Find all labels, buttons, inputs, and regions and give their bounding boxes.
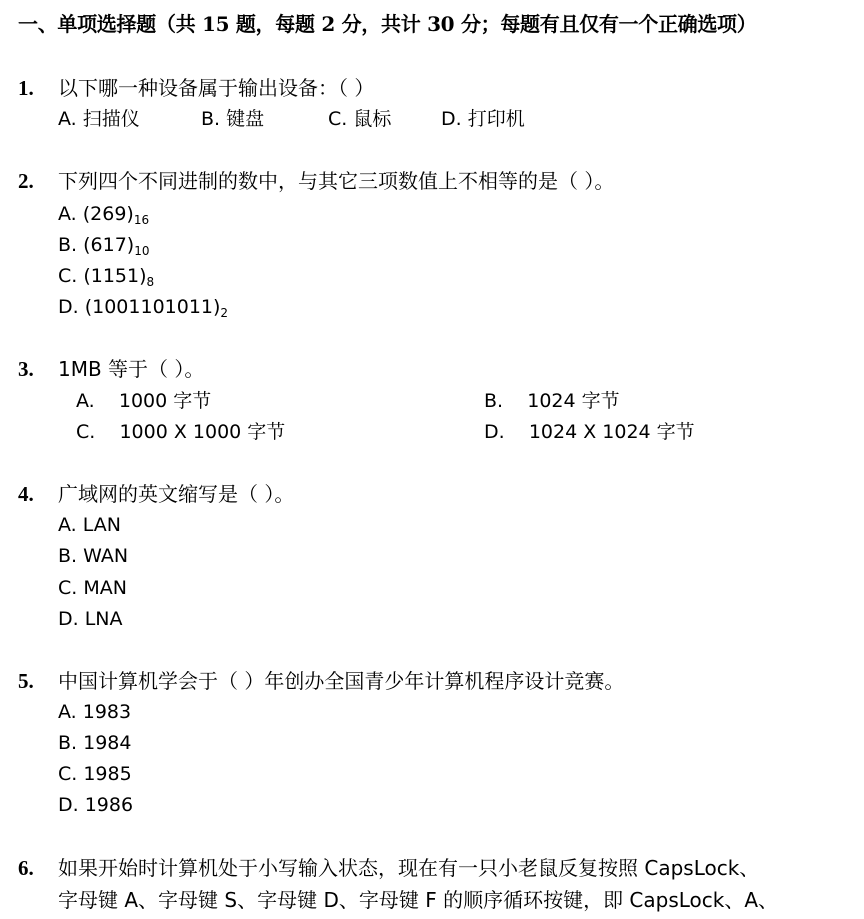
option-a-text: A. (269) <box>58 203 134 225</box>
option-c <box>58 264 154 294</box>
question-6 <box>18 856 848 919</box>
option-b-text: B. (617) <box>58 234 135 256</box>
option-d: D. 1986 <box>58 794 134 816</box>
option-a <box>58 202 149 232</box>
question-number: 4. <box>18 482 34 506</box>
option-d <box>58 295 228 325</box>
option-b-base: 10 <box>134 244 150 258</box>
question-4 <box>18 482 848 632</box>
option-b: B. 1984 <box>58 732 132 754</box>
option-a: A. 扫描仪 <box>58 108 140 130</box>
question-stem: 下列四个不同进制的数中，与其它三项数值上不相等的是（ ）。 <box>58 169 615 193</box>
question-stem-line-1: 如果开始时计算机处于小写输入状态，现在有一只小老鼠反复按照 CapsLock、 <box>58 856 760 880</box>
question-stem-line-2: 字母键 A、字母键 S、字母键 D、字母键 F 的顺序循环按键，即 CapsLock、A、 <box>58 888 779 912</box>
question-number: 3. <box>18 357 34 381</box>
option-c-text: C. (1151) <box>58 265 147 287</box>
question-3 <box>18 357 848 452</box>
question-stem: 中国计算机学会于（ ）年创办全国青少年计算机程序设计竞赛。 <box>58 669 625 693</box>
option-d: D. 1024 X 1024 字节 <box>484 421 695 443</box>
option-d: D. LNA <box>58 608 123 630</box>
option-c: C. 1000 X 1000 字节 <box>76 421 286 443</box>
option-a-base: 16 <box>133 213 150 227</box>
question-number: 2. <box>18 169 34 193</box>
option-a: A. 1000 字节 <box>76 390 212 412</box>
option-a: A. 1983 <box>58 701 132 723</box>
option-c: C. MAN <box>58 577 127 599</box>
option-b: B. WAN <box>58 545 129 567</box>
option-d-text: D. (1001101011) <box>58 296 221 318</box>
question-stem: 以下哪一种设备属于输出设备：（ ） <box>58 76 375 100</box>
option-d: D. 打印机 <box>441 108 525 130</box>
question-1 <box>18 76 848 136</box>
option-c-base: 8 <box>146 275 155 289</box>
question-number: 5. <box>18 669 34 693</box>
option-b <box>58 233 150 263</box>
question-number: 1. <box>18 76 34 100</box>
option-b: B. 1024 字节 <box>484 390 620 412</box>
option-b: B. 键盘 <box>201 108 265 130</box>
question-stem: 1MB 等于（ ）。 <box>58 357 205 381</box>
question-number: 6. <box>18 856 34 880</box>
question-5 <box>18 669 848 819</box>
option-c: C. 鼠标 <box>328 108 392 130</box>
question-2 <box>18 169 848 329</box>
question-stem: 广域网的英文缩写是（ ）。 <box>58 482 295 506</box>
section-title: 一、单项选择题（共 15 题，每题 2 分，共计 30 分；每题有且仅有一个正确选项） <box>18 12 757 36</box>
option-c: C. 1985 <box>58 763 132 785</box>
option-a: A. LAN <box>58 514 121 536</box>
option-d-base: 2 <box>220 306 229 320</box>
